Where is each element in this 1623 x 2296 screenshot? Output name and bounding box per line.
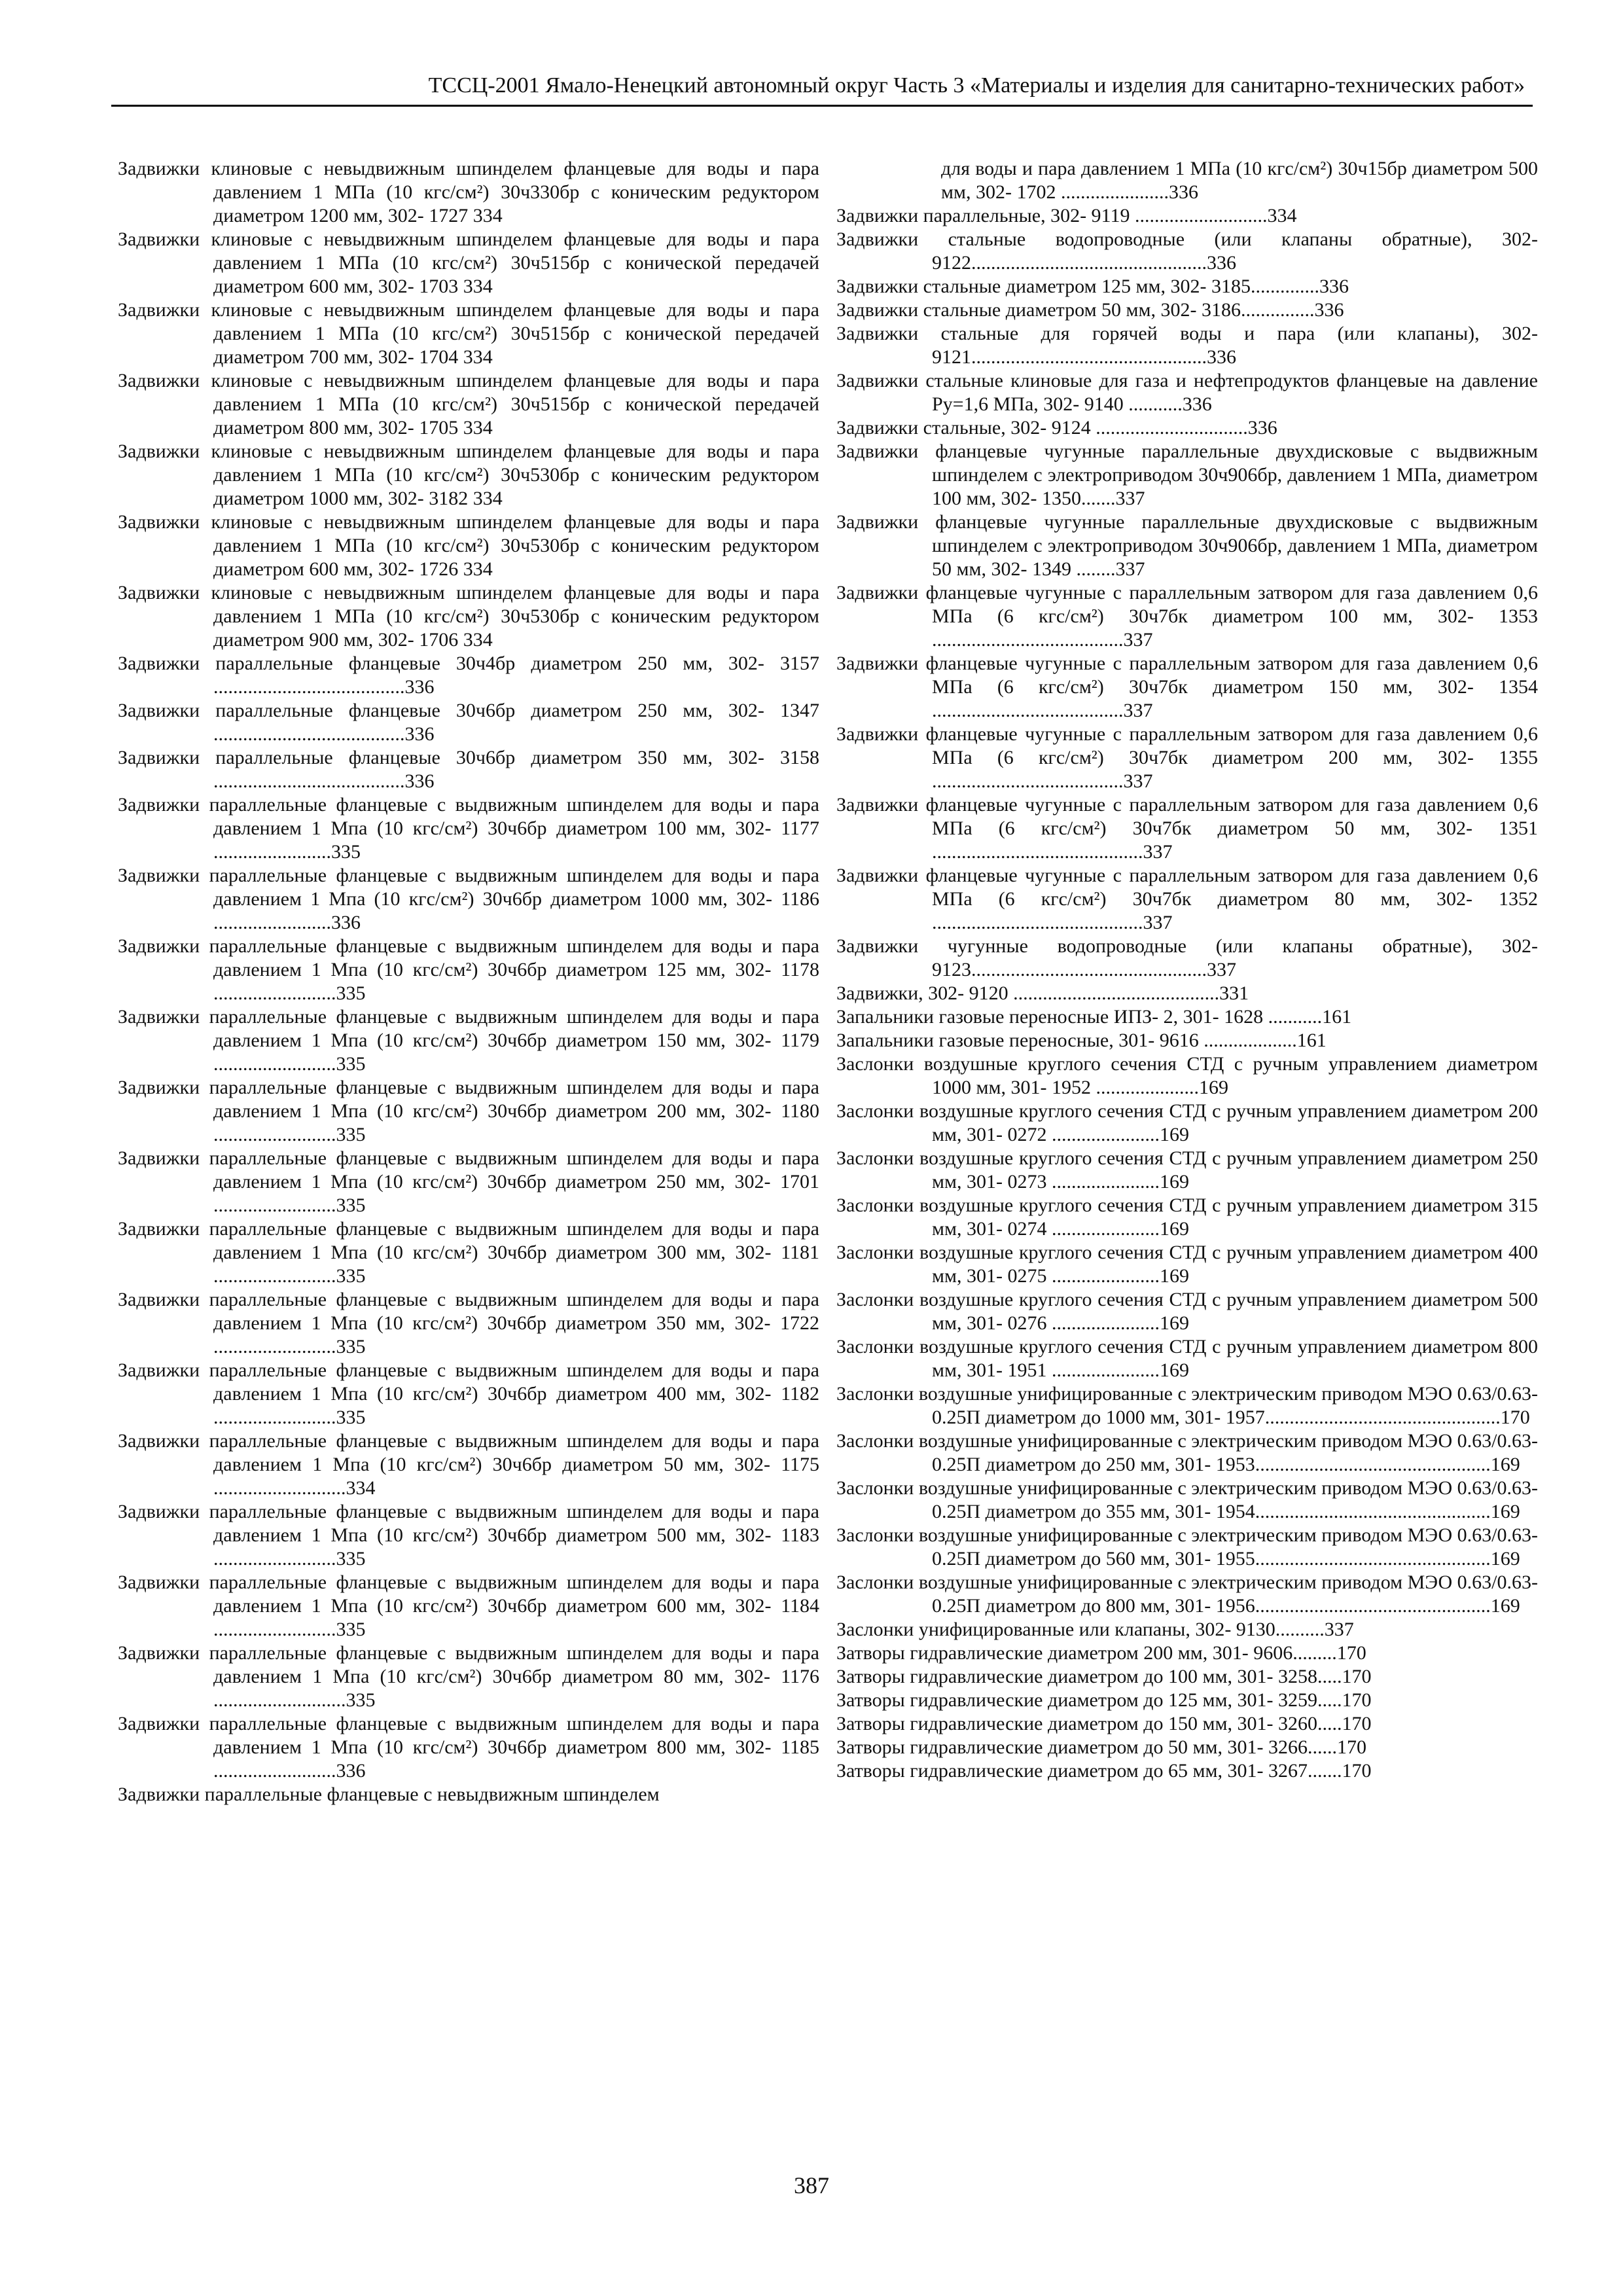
index-entry: Затворы гидравлические диаметром до 150 мм, 301- 3260.....170 xyxy=(836,1713,1372,1734)
index-entry: Задвижки параллельные фланцевые 30ч4бр диаметром 250 мм, 302- 3157 .......................................336 xyxy=(118,653,819,698)
index-entry: Задвижки клиновые с невыдвижным шпинделем фланцевые для воды и пара давлением 1 МПа (10 кгс/см²) 30ч330бр с коническим редуктором диаметром 1200 мм, 302- 1727 334 xyxy=(118,158,819,226)
index-entry: Заслонки воздушные круглого сечения СТД с ручным управлением диаметром 315 мм, 301- 0274 ......................169 xyxy=(836,1194,1538,1240)
header-rule xyxy=(111,105,1533,107)
index-entry: Запальники газовые переносные, 301- 9616 ...................161 xyxy=(836,1030,1327,1051)
index-entry: Задвижки параллельные фланцевые с выдвижным шпинделем для воды и пара давлением 1 Мпа (10 кгс/см²) 30ч6бр диаметром 600 мм, 302- 1184 .........................335 xyxy=(118,1571,819,1640)
index-entry: Заслонки воздушные круглого сечения СТД с ручным управлением диаметром 800 мм, 301- 1951 ......................169 xyxy=(836,1336,1538,1381)
index-entry: Задвижки клиновые с невыдвижным шпинделем фланцевые для воды и пара давлением 1 МПа (10 кгс/см²) 30ч515бр с конической передачей диаметром 800 мм, 302- 1705 334 xyxy=(118,370,819,439)
index-entry: Задвижки стальные диаметром 50 мм, 302- 3186...............336 xyxy=(836,299,1344,321)
index-entry: Задвижки фланцевые чугунные с параллельным затвором для газа давлением 0,6 МПа (6 кгс/см²) 30ч7бк диаметром 80 мм, 302- 1352 ...........................................337 xyxy=(836,865,1538,933)
index-entry: Задвижки стальные, 302- 9124 ...............................336 xyxy=(836,417,1277,439)
index-entry: Задвижки параллельные фланцевые с выдвижным шпинделем для воды и пара давлением 1 Мпа (10 кгс/см²) 30ч6бр диаметром 80 мм, 302- 1176 ...........................335 xyxy=(118,1642,819,1711)
index-entry: Задвижки параллельные фланцевые с выдвижным шпинделем для воды и пара давлением 1 Мпа (10 кгс/см²) 30ч6бр диаметром 150 мм, 302- 1179 .........................335 xyxy=(118,1006,819,1075)
index-entry: Задвижки параллельные фланцевые 30ч6бр диаметром 350 мм, 302- 3158 .......................................336 xyxy=(118,747,819,792)
index-entry: Задвижки параллельные фланцевые 30ч6бр диаметром 250 мм, 302- 1347 .......................................336 xyxy=(118,700,819,745)
index-entry: Задвижки чугунные водопроводные (или клапаны обратные), 302- 9123................................................337 xyxy=(836,935,1538,980)
index-entry: Запальники газовые переносные ИПЗ- 2, 301- 1628 ...........161 xyxy=(836,1006,1352,1028)
index-entry: Заслонки воздушные унифицированные с электрическим приводом МЭО 0.63/0.63- 0.25П диаметром до 560 мм, 301- 1955................................................169 xyxy=(836,1524,1538,1570)
index-entry: Задвижки параллельные фланцевые с выдвижным шпинделем для воды и пара давлением 1 Мпа (10 кгс/см²) 30ч6бр диаметром 200 мм, 302- 1180 .........................335 xyxy=(118,1077,819,1145)
index-entry: Задвижки клиновые с невыдвижным шпинделем фланцевые для воды и пара давлением 1 МПа (10 кгс/см²) 30ч530бр с коническим редуктором диаметром 600 мм, 302- 1726 334 xyxy=(118,511,819,580)
index-entry: Задвижки параллельные фланцевые с выдвижным шпинделем для воды и пара давлением 1 Мпа (10 кгс/см²) 30ч6бр диаметром 1000 мм, 302- 1186 ........................336 xyxy=(118,865,819,933)
index-entry: Задвижки фланцевые чугунные с параллельным затвором для газа давлением 0,6 МПа (6 кгс/см²) 30ч7бк диаметром 150 мм, 302- 1354 .......................................337 xyxy=(836,653,1538,721)
index-entry: Задвижки параллельные фланцевые с невыдвижным шпинделем xyxy=(118,1784,660,1805)
index-entry: Заслонки воздушные унифицированные с электрическим приводом МЭО 0.63/0.63- 0.25П диаметром до 250 мм, 301- 1953................................................169 xyxy=(836,1430,1538,1475)
index-entry: Затворы гидравлические диаметром до 125 мм, 301- 3259.....170 xyxy=(836,1689,1372,1711)
index-entry: Заслонки воздушные круглого сечения СТД с ручным управлением диаметром 250 мм, 301- 0273 ......................169 xyxy=(836,1147,1538,1193)
index-entry: Затворы гидравлические диаметром 200 мм, 301- 9606.........170 xyxy=(836,1642,1366,1664)
index-entry: Задвижки параллельные фланцевые с выдвижным шпинделем для воды и пара давлением 1 Мпа (10 кгс/см²) 30ч6бр диаметром 100 мм, 302- 1177 ........................335 xyxy=(118,794,819,863)
page-number: 387 xyxy=(794,2172,829,2198)
index-entry: Задвижки фланцевые чугунные параллельные двухдисковые с выдвижным шпинделем с электроприводом 30ч906бр, давлением 1 МПа, диаметром 50 мм, 302- 1349 ........337 xyxy=(836,511,1538,580)
index-entry: Задвижки фланцевые чугунные с параллельным затвором для газа давлением 0,6 МПа (6 кгс/см²) 30ч7бк диаметром 100 мм, 302- 1353 .......................................337 xyxy=(836,582,1538,651)
index-entry: Заслонки воздушные круглого сечения СТД с ручным управлением диаметром 200 мм, 301- 0272 ......................169 xyxy=(836,1100,1538,1145)
index-entry: Задвижки клиновые с невыдвижным шпинделем фланцевые для воды и пара давлением 1 МПа (10 кгс/см²) 30ч515бр с конической передачей диаметром 700 мм, 302- 1704 334 xyxy=(118,299,819,368)
index-entry: Задвижки параллельные фланцевые с выдвижным шпинделем для воды и пара давлением 1 Мпа (10 кгс/см²) 30ч6бр диаметром 300 мм, 302- 1181 .........................335 xyxy=(118,1218,819,1287)
index-entry: Задвижки параллельные фланцевые с выдвижным шпинделем для воды и пара давлением 1 Мпа (10 кгс/см²) 30ч6бр диаметром 125 мм, 302- 1178 .........................335 xyxy=(118,935,819,1004)
index-entry: Задвижки параллельные фланцевые с выдвижным шпинделем для воды и пара давлением 1 Мпа (10 кгс/см²) 30ч6бр диаметром 350 мм, 302- 1722 .........................335 xyxy=(118,1289,819,1357)
index-entry: Заслонки воздушные круглого сечения СТД с ручным управлением диаметром 1000 мм, 301- 1952 .....................169 xyxy=(836,1053,1538,1098)
index-entry: Задвижки параллельные фланцевые с выдвижным шпинделем для воды и пара давлением 1 Мпа (10 кгс/см²) 30ч6бр диаметром 800 мм, 302- 1185 .........................336 xyxy=(118,1713,819,1782)
index-column-right xyxy=(836,157,1538,1783)
index-entry: Задвижки фланцевые чугунные с параллельным затвором для газа давлением 0,6 МПа (6 кгс/см²) 30ч7бк диаметром 50 мм, 302- 1351 ...........................................337 xyxy=(836,794,1538,863)
index-entry: Заслонки воздушные унифицированные с электрическим приводом МЭО 0.63/0.63- 0.25П диаметром до 355 мм, 301- 1954................................................169 xyxy=(836,1477,1538,1522)
index-entry: Задвижки фланцевые чугунные параллельные двухдисковые с выдвижным шпинделем с электроприводом 30ч906бр, давлением 1 МПа, диаметром 100 мм, 302- 1350.......337 xyxy=(836,440,1538,509)
index-entry: Затворы гидравлические диаметром до 50 мм, 301- 3266......170 xyxy=(836,1736,1366,1758)
index-entry: Задвижки параллельные фланцевые с выдвижным шпинделем для воды и пара давлением 1 Мпа (10 кгс/см²) 30ч6бр диаметром 400 мм, 302- 1182 .........................335 xyxy=(118,1359,819,1428)
index-entry: Задвижки стальные диаметром 125 мм, 302- 3185..............336 xyxy=(836,276,1349,297)
index-entry: Затворы гидравлические диаметром до 65 мм, 301- 3267.......170 xyxy=(836,1760,1372,1782)
index-entry: Задвижки параллельные фланцевые с выдвижным шпинделем для воды и пара давлением 1 Мпа (10 кгс/см²) 30ч6бр диаметром 500 мм, 302- 1183 .........................335 xyxy=(118,1501,819,1570)
index-entry: Задвижки стальные для горячей воды и пара (или клапаны), 302- 9121................................................336 xyxy=(836,323,1538,368)
index-entry: Задвижки клиновые с невыдвижным шпинделем фланцевые для воды и пара давлением 1 МПа (10 кгс/см²) 30ч530бр с коническим редуктором диаметром 1000 мм, 302- 3182 334 xyxy=(118,440,819,509)
index-entry: Задвижки параллельные фланцевые с выдвижным шпинделем для воды и пара давлением 1 Мпа (10 кгс/см²) 30ч6бр диаметром 50 мм, 302- 1175 ...........................334 xyxy=(118,1430,819,1499)
index-column-left xyxy=(118,157,819,1806)
index-entry: Заслонки воздушные унифицированные с электрическим приводом МЭО 0.63/0.63- 0.25П диаметром до 800 мм, 301- 1956................................................169 xyxy=(836,1571,1538,1617)
index-entry: Задвижки клиновые с невыдвижным шпинделем фланцевые для воды и пара давлением 1 МПа (10 кгс/см²) 30ч530бр с коническим редуктором диаметром 900 мм, 302- 1706 334 xyxy=(118,582,819,651)
index-entry: Заслонки воздушные круглого сечения СТД с ручным управлением диаметром 500 мм, 301- 0276 ......................169 xyxy=(836,1289,1538,1334)
index-entry: Заслонки воздушные круглого сечения СТД с ручным управлением диаметром 400 мм, 301- 0275 ......................169 xyxy=(836,1242,1538,1287)
index-entry: Заслонки унифицированные или клапаны, 302- 9130..........337 xyxy=(836,1619,1354,1640)
index-entry: Задвижки фланцевые чугунные с параллельным затвором для газа давлением 0,6 МПа (6 кгс/см²) 30ч7бк диаметром 200 мм, 302- 1355 .......................................337 xyxy=(836,723,1538,792)
index-entry: Задвижки стальные клиновые для газа и нефтепродуктов фланцевые на давление Ру=1,6 МПа, 302- 9140 ...........336 xyxy=(836,370,1538,415)
index-entry: Задвижки клиновые с невыдвижным шпинделем фланцевые для воды и пара давлением 1 МПа (10 кгс/см²) 30ч515бр с конической передачей диаметром 600 мм, 302- 1703 334 xyxy=(118,228,819,297)
index-entry: Задвижки, 302- 9120 ..........................................331 xyxy=(836,982,1249,1004)
running-header: ТССЦ-2001 Ямало-Ненецкий автономный округ Часть 3 «Материалы и изделия для санитарно-технических работ» xyxy=(428,73,1525,98)
index-entry-continuation: для воды и пара давлением 1 МПа (10 кгс/см²) 30ч15бр диаметром 500 мм, 302- 1702 ......................336 xyxy=(941,158,1538,203)
index-entry: Заслонки воздушные унифицированные с электрическим приводом МЭО 0.63/0.63- 0.25П диаметром до 1000 мм, 301- 1957................................................170 xyxy=(836,1383,1538,1428)
index-entry: Затворы гидравлические диаметром до 100 мм, 301- 3258.....170 xyxy=(836,1666,1372,1687)
index-entry: Задвижки стальные водопроводные (или клапаны обратные), 302- 9122................................................336 xyxy=(836,228,1538,274)
index-entry: Задвижки параллельные фланцевые с выдвижным шпинделем для воды и пара давлением 1 Мпа (10 кгс/см²) 30ч6бр диаметром 250 мм, 302- 1701 .........................335 xyxy=(118,1147,819,1216)
index-entry: Задвижки параллельные, 302- 9119 ...........................334 xyxy=(836,205,1297,226)
